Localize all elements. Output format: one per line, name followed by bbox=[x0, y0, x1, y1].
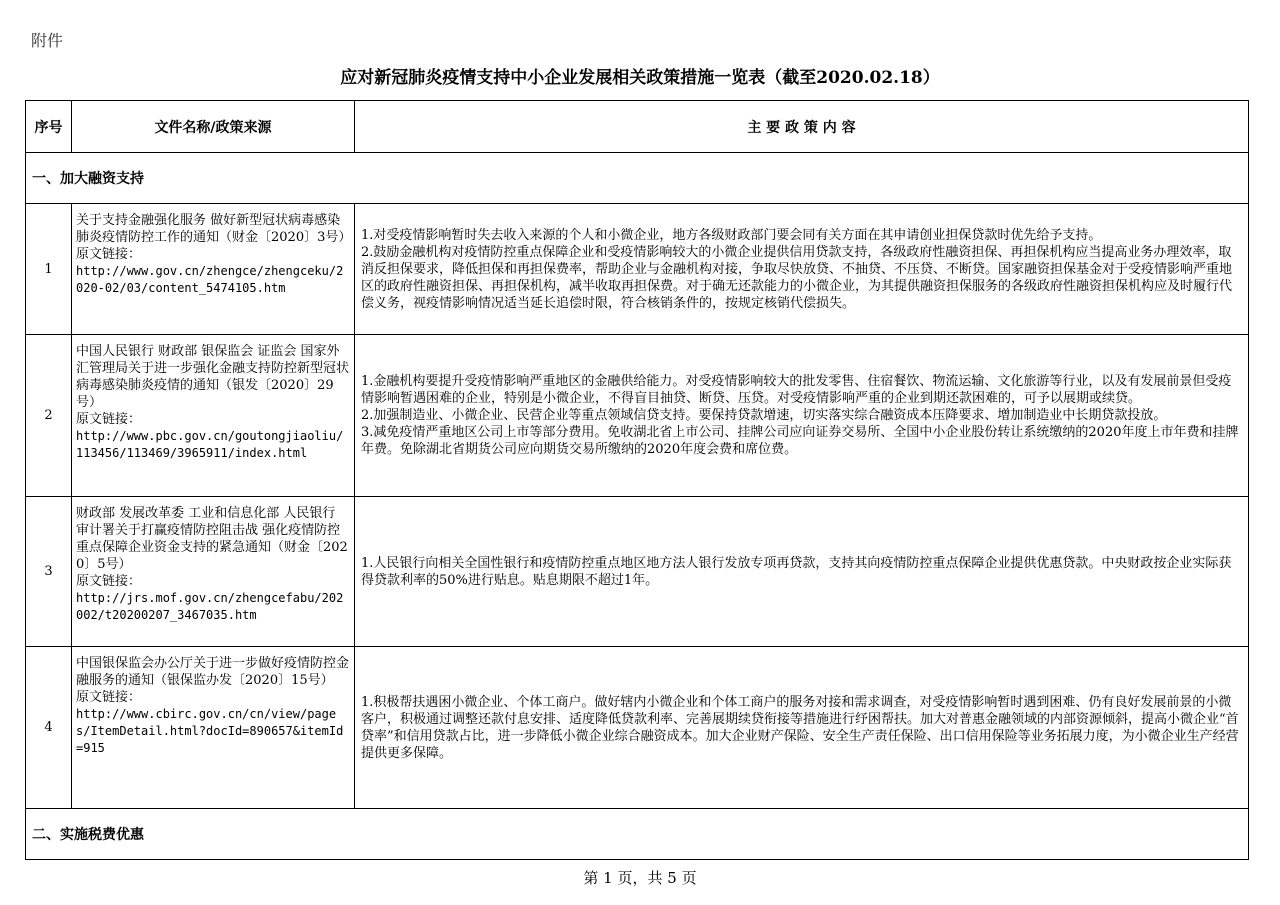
row-content bbox=[355, 647, 1249, 809]
source-link[interactable]: http://www.pbc.gov.cn/goutongjiaoliu/113456/113469/3965911/index.html bbox=[76, 429, 344, 460]
row-source bbox=[72, 204, 355, 335]
section-row bbox=[26, 809, 1249, 860]
source-title: 中国银保监会办公厅关于进一步做好疫情防控金融服务的通知（银保监办发〔2020〕15号） bbox=[76, 656, 350, 688]
table-row bbox=[26, 204, 1249, 335]
source-link-label: 原文链接： bbox=[76, 574, 142, 589]
source-link-label: 原文链接： bbox=[76, 412, 142, 427]
header-content: 主 要 政 策 内 容 bbox=[355, 101, 1249, 153]
section-label: 二、实施税费优惠 bbox=[26, 809, 1249, 860]
row-source bbox=[72, 497, 355, 647]
row-content bbox=[355, 335, 1249, 497]
table-row bbox=[26, 647, 1249, 809]
policy-table bbox=[25, 100, 1249, 860]
content-item: 3.减免疫情严重地区公司上市等部分费用。免收湖北省上市公司、挂牌公司应向证券交易所、全国中小企业股份转让系统缴纳的2020年度上市年费和挂牌年费。免除湖北省期货公司应向期货交易所缴纳的2020年度会费和席位费。 bbox=[361, 425, 1239, 457]
row-source bbox=[72, 647, 355, 809]
header-no: 序号 bbox=[26, 101, 72, 153]
page-title: 应对新冠肺炎疫情支持中小企业发展相关政策措施一览表（截至2020.02.18） bbox=[340, 68, 940, 88]
content-item: 2.鼓励金融机构对疫情防控重点保障企业和受疫情影响较大的小微企业提供信用贷款支持，各级政府性融资担保、再担保机构应当提高业务办理效率，取消反担保要求，降低担保和再担保费率，帮助企业与金融机构对接，争取尽快放贷、不抽贷、不压贷、不断贷。国家融资担保基金对于受疫情影响严重地区的政府性融资担保、再担保机构，减半收取再担保费。对于确无还款能力的小微企业，为其提供融资担保服务的各级政府性融资担保机构应及时履行代偿义务，视疫情影响情况适当延长追偿时限，符合核销条件的，按规定核销代偿损失。 bbox=[361, 244, 1233, 311]
section-row bbox=[26, 153, 1249, 204]
row-content bbox=[355, 497, 1249, 647]
row-number: 1 bbox=[26, 204, 72, 335]
content-item: 2.加强制造业、小微企业、民营企业等重点领域信贷支持。要保持贷款增速，切实落实综合融资成本压降要求、增加制造业中长期贷款投放。 bbox=[361, 408, 1167, 423]
row-number: 2 bbox=[26, 335, 72, 497]
row-source bbox=[72, 335, 355, 497]
source-link[interactable]: http://www.gov.cn/zhengce/zhengceku/2020-02/03/content_5474105.htm bbox=[76, 264, 344, 295]
source-title: 中国人民银行 财政部 银保监会 证监会 国家外汇管理局关于进一步强化金融支持防控新型冠状病毒感染肺炎疫情的通知（银发〔2020〕29 号） bbox=[76, 344, 350, 410]
source-link-label: 原文链接： bbox=[76, 247, 142, 262]
table-row bbox=[26, 335, 1249, 497]
attachment-label: 附件 bbox=[31, 31, 64, 50]
content-item: 1.金融机构要提升受疫情影响严重地区的金融供给能力。对受疫情影响较大的批发零售、住宿餐饮、物流运输、文化旅游等行业，以及有发展前景但受疫情影响暂遇困难的企业，特别是小微企业，不得盲目抽贷、断贷、压贷。对受疫情影响严重的企业到期还款困难的，可予以展期或续贷。 bbox=[361, 374, 1232, 406]
source-title: 关于支持金融强化服务 做好新型冠状病毒感染肺炎疫情防控工作的通知（财金〔2020〕3号） bbox=[76, 213, 352, 245]
source-link-label: 原文链接： bbox=[76, 690, 142, 705]
source-link[interactable]: http://www.cbirc.gov.cn/cn/view/pages/ItemDetail.html?docId=890657&itemId=915 bbox=[76, 707, 344, 755]
content-item: 1.积极帮扶遇困小微企业、个体工商户。做好辖内小微企业和个体工商户的服务对接和需求调查，对受疫情影响暂时遇到困难、仍有良好发展前景的小微客户，积极通过调整还款付息安排、适度降低贷款利率、完善展期续贷衔接等措施进行纾困帮扶。加大对普惠金融领域的内部资源倾斜，提高小微企业“首贷率”和信用贷款占比，进一步降低小微企业综合融资成本。加大企业财产保险、安全生产责任保险、出口信用保险等业务拓展力度，为小微企业生产经营提供更多保障。 bbox=[361, 694, 1239, 761]
source-link[interactable]: http://jrs.mof.gov.cn/zhengcefabu/202002/t20200207_3467035.htm bbox=[76, 591, 344, 622]
table-row bbox=[26, 497, 1249, 647]
row-content bbox=[355, 204, 1249, 335]
row-number: 3 bbox=[26, 497, 72, 647]
page-footer: 第 1 页，共 5 页 bbox=[583, 869, 697, 887]
table-header-row bbox=[26, 101, 1249, 153]
content-item: 1.对受疫情影响暂时失去收入来源的个人和小微企业，地方各级财政部门要会同有关方面在其申请创业担保贷款时优先给予支持。 bbox=[361, 227, 1102, 243]
header-source: 文件名称/政策来源 bbox=[72, 101, 355, 153]
source-title: 财政部 发展改革委 工业和信息化部 人民银行 审计署关于打赢疫情防控阻击战 强化疫情防控重点保障企业资金支持的紧急通知（财金〔2020〕5号） bbox=[76, 506, 348, 572]
row-number: 4 bbox=[26, 647, 72, 809]
section-label: 一、加大融资支持 bbox=[26, 153, 1249, 204]
content-item: 1.人民银行向相关全国性银行和疫情防控重点地区地方法人银行发放专项再贷款，支持其向疫情防控重点保障企业提供优惠贷款。中央财政按企业实际获得贷款利率的50%进行贴息。贴息期限不超过1年。 bbox=[361, 555, 1232, 588]
